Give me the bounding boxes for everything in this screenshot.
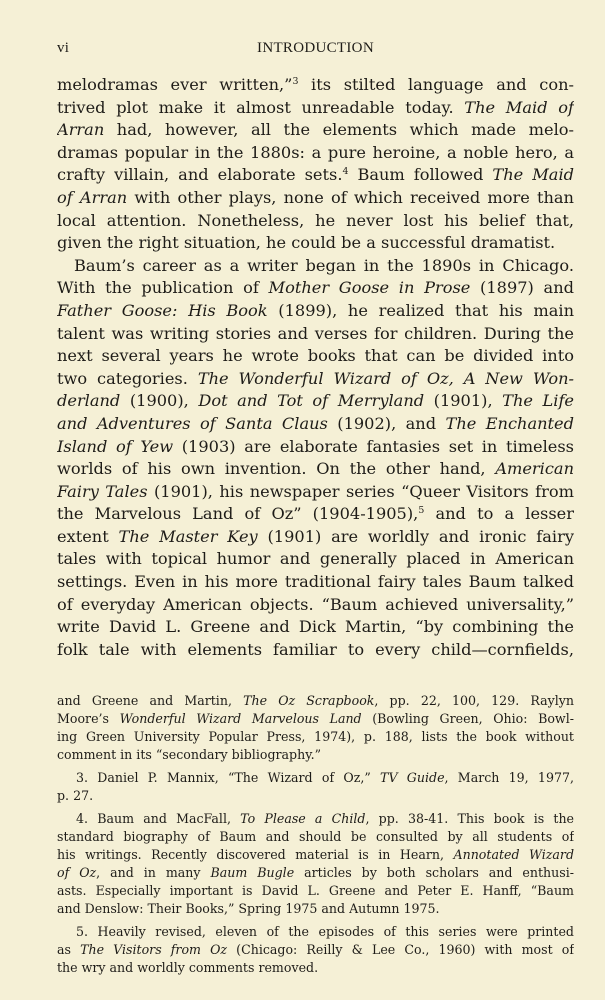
- footnote-line: Moore’s Wonderful Wizard Marvelous Land (Bowling Green, Ohio: Bowl-: [57, 711, 574, 726]
- running-head: [57, 40, 574, 62]
- body-line: Island of Yew (1903) are elaborate fantasies set in timeless: [57, 436, 574, 456]
- footnote-line: asts. Especially important is David L. Greene and Peter E. Hanff, “Baum: [57, 883, 574, 898]
- body-line: folk tale with elements familiar to every child—cornfields,: [57, 639, 574, 659]
- footnote-line: as The Visitors from Oz (Chicago: Reilly & Lee Co., 1960) with most of: [57, 942, 574, 957]
- body-line: With the publication of Mother Goose in Prose (1897) and: [57, 278, 574, 298]
- body-line: dramas popular in the 1880s: a pure heroine, a noble hero, a: [57, 142, 574, 162]
- body-text: [57, 74, 574, 661]
- page-number: vi: [57, 40, 70, 56]
- footnote-line: 5. Heavily revised, eleven of the episodes of this series were printed: [76, 924, 574, 939]
- body-line: Father Goose: His Book (1899), he realized that his main: [57, 300, 574, 320]
- footnotes: [57, 692, 574, 982]
- body-line: talent was writing stories and verses for children. During the: [57, 323, 574, 343]
- body-line: two categories. The Wonderful Wizard of Oz, A New Won-: [57, 368, 574, 388]
- footnote-line: standard biography of Baum and should be consulted by all students of: [57, 829, 574, 844]
- footnote-line: 4. Baum and MacFall, To Please a Child, pp. 38-41. This book is the: [76, 811, 574, 826]
- footnote-line: of Oz, and in many Baum Bugle articles by both scholars and enthusi-: [57, 865, 574, 880]
- body-line: Fairy Tales (1901), his newspaper series “Queer Visitors from: [57, 481, 574, 501]
- footnote-line: ing Green University Popular Press, 1974), p. 188, lists the book without: [57, 729, 574, 744]
- body-line: Baum’s career as a writer began in the 1890s in Chicago.: [74, 255, 574, 275]
- body-line: Arran had, however, all the elements which made melo-: [57, 120, 574, 140]
- footnote-4: [57, 810, 574, 918]
- body-line: local attention. Nonetheless, he never lost his belief that,: [57, 210, 574, 230]
- footnote-line: and Denslow: Their Books,” Spring 1975 and Autumn 1975.: [57, 901, 440, 916]
- footnote-continued: [57, 692, 574, 764]
- body-line: extent The Master Key (1901) are worldly and ironic fairy: [57, 526, 574, 546]
- footnote-line: 3. Daniel P. Mannix, “The Wizard of Oz,” TV Guide, March 19, 1977,: [76, 770, 574, 785]
- body-line: of everyday American objects. “Baum achieved universality,”: [57, 594, 574, 614]
- footnote-line: the wry and worldly comments removed.: [57, 960, 319, 975]
- footnote-line: p. 27.: [57, 788, 94, 803]
- chapter-title: INTRODUCTION: [257, 40, 374, 56]
- body-line: settings. Even in his more traditional fairy tales Baum talked: [57, 572, 574, 592]
- body-line: given the right situation, he could be a successful dramatist.: [57, 233, 556, 253]
- footnote-line: his writings. Recently discovered material is in Hearn, Annotated Wizard: [57, 847, 574, 862]
- footnote-line: and Greene and Martin, The Oz Scrapbook, pp. 22, 100, 129. Raylyn: [57, 693, 574, 708]
- body-line: of Arran with other plays, none of which received more than: [57, 187, 574, 207]
- body-line: the Marvelous Land of Oz” (1904-1905),$^5$ and to a lesser: [57, 504, 574, 524]
- body-line: crafty villain, and elaborate sets.$^4$ Baum followed The Maid: [57, 165, 574, 185]
- footnote-line: comment in its “secondary bibliography.”: [57, 747, 322, 762]
- body-line: write David L. Greene and Dick Martin, “by combining the: [57, 617, 574, 637]
- body-line: worlds of his own invention. On the other hand, American: [57, 459, 574, 479]
- body-line: derland (1900), Dot and Tot of Merryland (1901), The Life: [57, 391, 574, 411]
- body-line: melodramas ever written,”$^3$ its stilted language and con-: [57, 75, 574, 94]
- footnote-5: [57, 923, 574, 977]
- body-line: trived plot make it almost unreadable today. The Maid of: [57, 97, 574, 117]
- body-line: tales with topical humor and generally placed in American: [57, 549, 574, 569]
- footnote-3: [57, 769, 574, 805]
- body-line: next several years he wrote books that can be divided into: [57, 346, 574, 366]
- body-line: and Adventures of Santa Claus (1902), and The Enchanted: [57, 413, 574, 433]
